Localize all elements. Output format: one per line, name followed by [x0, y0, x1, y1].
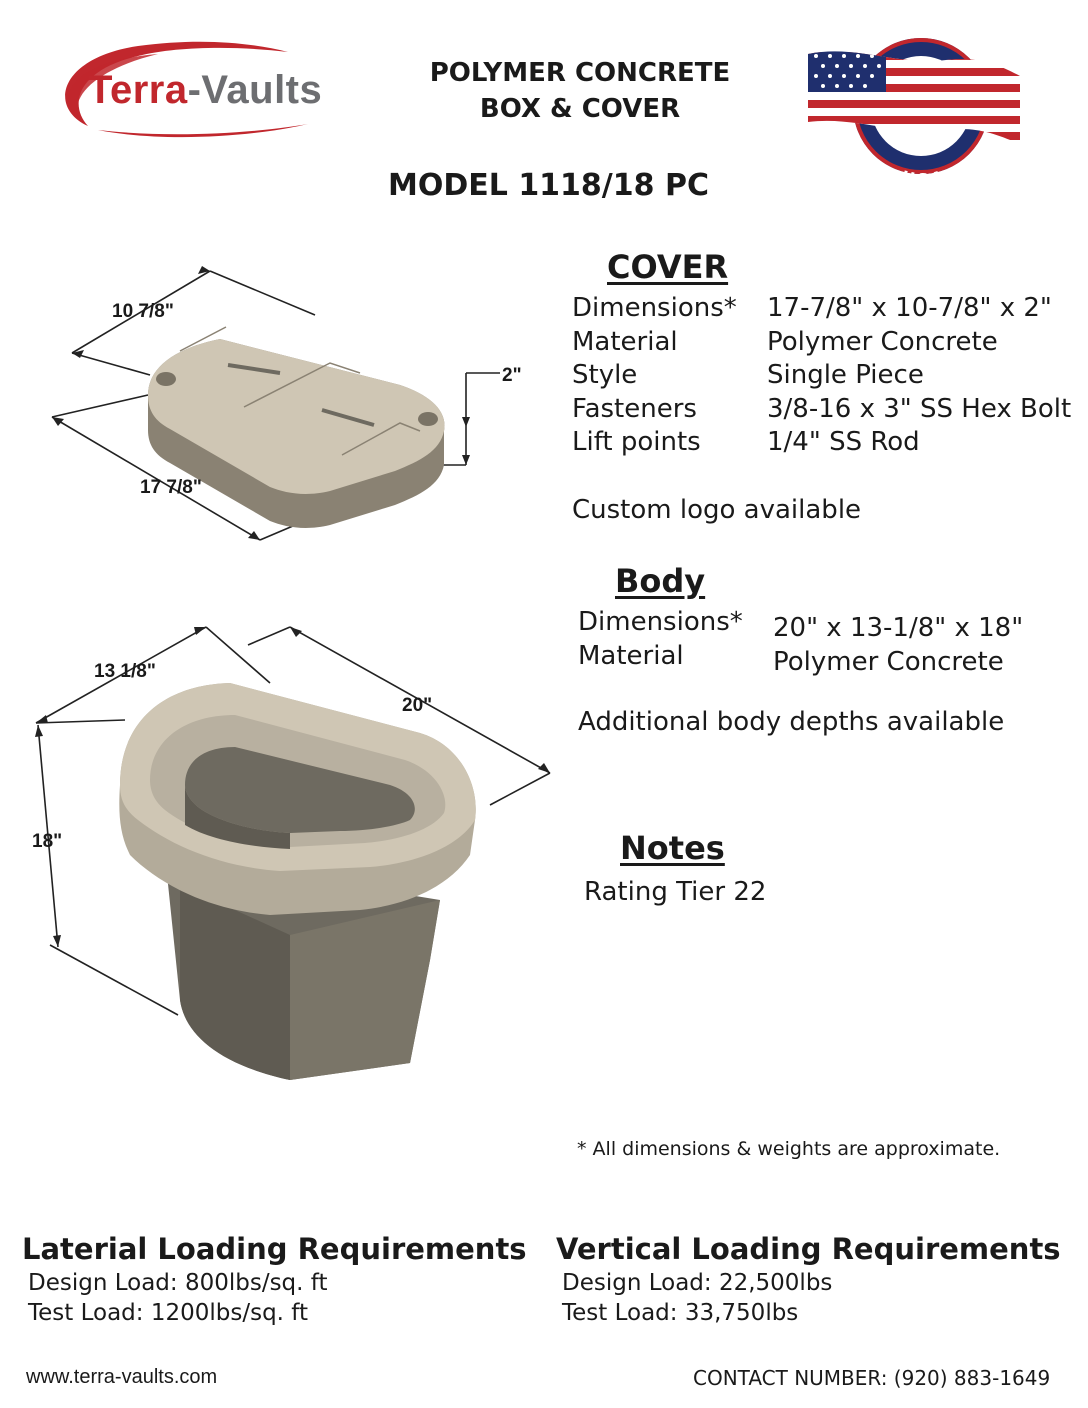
title-line-1: POLYMER CONCRETE: [429, 58, 731, 88]
body-width-label: 13 1/8": [94, 661, 156, 682]
body-spec-list: [578, 606, 1024, 677]
dimensions-footnote: * All dimensions & weights are approximate.: [577, 1138, 1001, 1160]
spec-value: Polymer Concrete: [767, 326, 998, 357]
body-spec-row: [578, 606, 1024, 643]
spec-value: 20" x 13-1/8" x 18": [773, 613, 1024, 643]
spec-label: Style: [572, 360, 638, 390]
body-isometric-image: [20, 615, 560, 1085]
website-link[interactable]: www.terra-vaults.com: [26, 1366, 218, 1388]
cover-width-label: 10 7/8": [112, 301, 174, 322]
cover-spec-row: [572, 359, 1071, 393]
cover-isometric-image: [30, 255, 550, 555]
cover-height-label: 2": [502, 365, 522, 386]
spec-label: Dimensions*: [578, 607, 743, 637]
cover-note: Custom logo available: [572, 495, 862, 525]
spec-value: 3/8-16 x 3" SS Hex Bolt: [767, 393, 1072, 424]
cover-heading: COVER: [607, 248, 729, 286]
cover-drawing: [30, 255, 550, 555]
body-spec-row: [578, 640, 1023, 677]
spec-label: Fasteners: [572, 393, 697, 424]
spec-value: 1/4" SS Rod: [767, 427, 920, 457]
brand-name-gray: -Vaults: [187, 68, 323, 112]
brand-name-red: Terra: [88, 68, 188, 112]
body-length-label: 20": [402, 695, 433, 716]
cover-spec-row: [572, 292, 1071, 326]
badge-top-text: M IN: [876, 26, 977, 50]
vertical-heading: Vertical Loading Requirements: [556, 1232, 1061, 1266]
usa-flag-icon: [806, 26, 1022, 176]
made-in-usa-badge: [806, 26, 1022, 176]
body-heading: Body: [615, 562, 706, 600]
vertical-design-load: Design Load: 22,500lbs: [562, 1270, 833, 1296]
spec-value: Polymer Concrete: [773, 646, 1004, 677]
notes-item: Rating Tier 22: [584, 877, 767, 907]
spec-label: Material: [572, 326, 678, 357]
lateral-design-load: Design Load: 800lbs/sq. ft: [28, 1270, 328, 1296]
cover-spec-row: [572, 393, 1071, 427]
cover-length-label: 17 7/8": [140, 477, 202, 498]
body-height-label: 18": [32, 831, 63, 852]
vertical-test-load: Test Load: 33,750lbs: [562, 1300, 799, 1326]
notes-heading: Notes: [620, 829, 725, 867]
cover-spec-row: [572, 326, 1071, 360]
lateral-test-load: Test Load: 1200lbs/sq. ft: [28, 1300, 309, 1326]
spec-value: 17-7/8" x 10-7/8" x 2": [767, 293, 1052, 323]
body-drawing: [20, 615, 560, 1085]
brand-logo: [48, 38, 378, 138]
cover-spec-list: [572, 292, 1071, 460]
lateral-heading: Laterial Loading Requirements: [22, 1232, 527, 1266]
spec-label: Lift points: [572, 427, 701, 457]
spec-label: Dimensions*: [572, 293, 737, 323]
contact-number: CONTACT NUMBER: (920) 883-1649: [693, 1366, 1051, 1390]
body-note: Additional body depths available: [578, 707, 1005, 737]
model-title: MODEL 1118/18 PC: [388, 168, 709, 203]
title-line-2: BOX & COVER: [479, 94, 681, 124]
spec-value: Single Piece: [767, 360, 924, 390]
cover-spec-row: [572, 426, 1071, 460]
spec-label: Material: [578, 640, 684, 671]
page-title: [400, 55, 760, 127]
